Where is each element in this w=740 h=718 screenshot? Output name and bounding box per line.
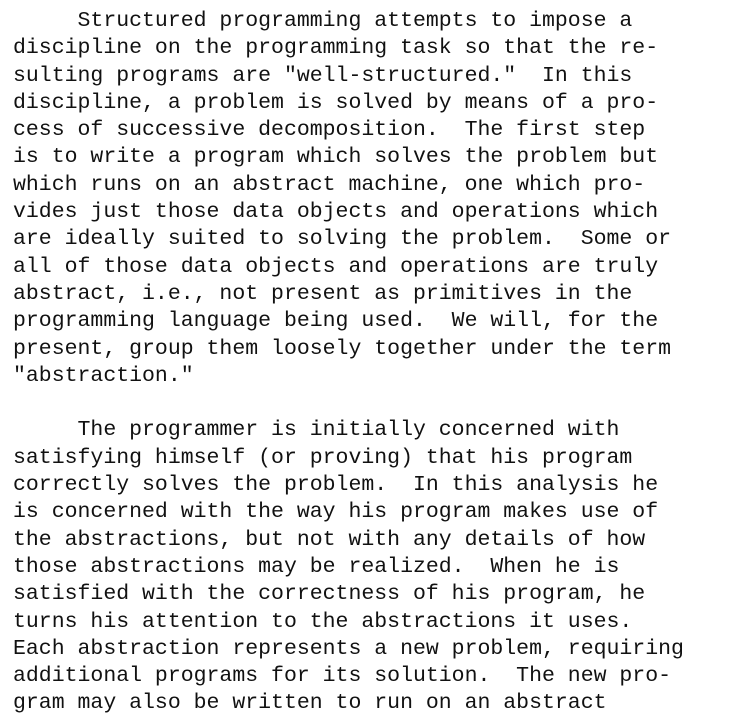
text-line: additional programs for its solution. The new pro- [13, 664, 672, 689]
text-line: discipline on the programming task so that the re- [13, 36, 659, 61]
text-line: present, group them loosely together under the term [13, 336, 672, 361]
text-line: The programmer is initially concerned with [13, 418, 620, 443]
text-line: cess of successive decomposition. The first step [13, 118, 646, 143]
text-line: correctly solves the problem. In this analysis he [13, 473, 659, 498]
text-line: Structured programming attempts to impose a [13, 9, 633, 33]
text-line: those abstractions may be realized. When he is [13, 554, 620, 579]
text-line: is to write a program which solves the problem but [13, 145, 659, 170]
text-line: all of those data objects and operations are truly [13, 254, 659, 279]
text-line: sulting programs are "well-structured." In this [13, 63, 633, 88]
text-line: satisfied with the correctness of his program, he [13, 582, 646, 607]
paragraph-programmer-concerns [13, 417, 737, 717]
text-line: discipline, a problem is solved by means of a pro- [13, 90, 659, 115]
text-line: turns his attention to the abstractions it uses. [13, 609, 633, 634]
document-page [13, 8, 737, 718]
text-line: programming language being used. We will, for the [13, 309, 659, 334]
text-line: are ideally suited to solving the problem. Some or [13, 227, 672, 252]
text-line: gram may also be written to run on an abstract [13, 691, 607, 716]
paragraph-structured-programming [13, 8, 737, 390]
text-line: Each abstraction represents a new problem, requiring [13, 636, 684, 661]
text-line: is concerned with the way his program makes use of [13, 500, 659, 525]
text-line: the abstractions, but not with any details of how [13, 527, 646, 552]
text-line: abstract, i.e., not present as primitives in the [13, 281, 633, 306]
text-line: satisfying himself (or proving) that his program [13, 445, 633, 470]
text-line: "abstraction." [13, 363, 194, 388]
text-line: vides just those data objects and operations which [13, 200, 659, 225]
text-line: which runs on an abstract machine, one which pro- [13, 172, 646, 197]
